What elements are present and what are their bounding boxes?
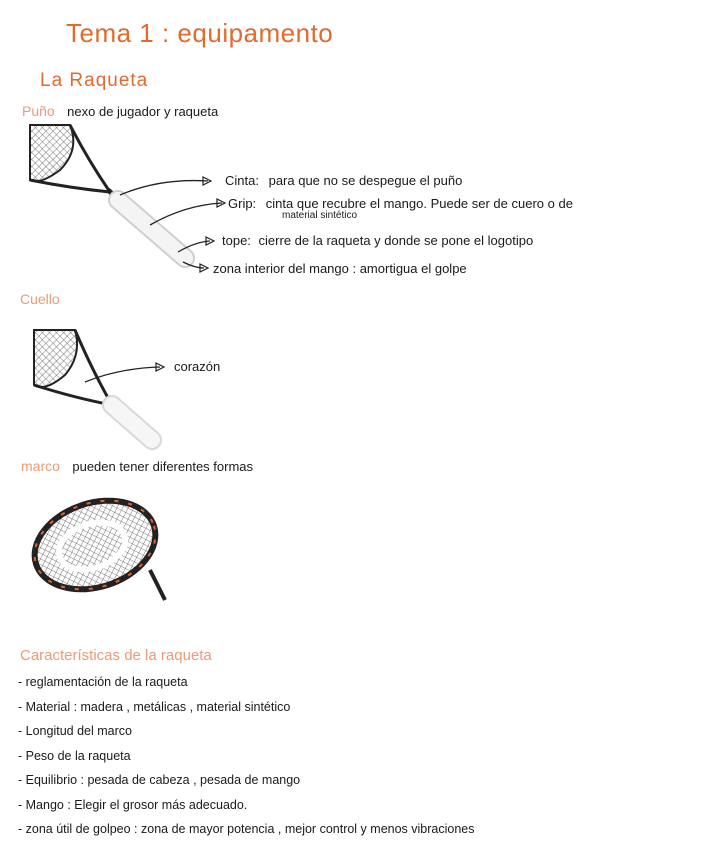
annotation-cinta	[225, 173, 462, 188]
list-item: - reglamentación de la raqueta	[18, 675, 188, 689]
grip-text: cinta que recubre el mango. Puede ser de cuero o de	[265, 196, 573, 211]
marco-description: pueden tener diferentes formas	[72, 459, 254, 474]
annotation-corazon: corazón	[174, 359, 221, 374]
list-item: - Material : madera , metálicas , material sintético	[18, 699, 291, 714]
grip-text-continued: material sintético	[282, 210, 358, 221]
tope-text: cierre de la raqueta y donde se pone el logotipo	[258, 233, 534, 248]
puno-label: Puño	[22, 103, 55, 119]
caracteristicas-title: Características de la raqueta	[20, 647, 212, 664]
section-title-raqueta: La Raqueta	[40, 70, 149, 91]
annotation-zona-interior: zona interior del mango : amortigua el golpe	[213, 261, 467, 276]
grip-label: Grip:	[228, 196, 257, 211]
puno-description: nexo de jugador y raqueta	[67, 104, 219, 119]
list-item: - Longitud del marco	[18, 724, 132, 738]
marco-line	[21, 458, 253, 476]
list-item: - zona útil de golpeo : zona de mayor potencia , mejor control y menos vibraciones	[18, 822, 475, 836]
list-item: - Peso de la raqueta	[18, 748, 131, 763]
marco-label: marco	[21, 458, 60, 474]
cinta-text: para que no se despegue el puño	[268, 173, 463, 188]
page-title: Tema 1 : equipamento	[66, 18, 334, 48]
caracteristicas-list	[18, 670, 475, 842]
list-item: - Equilibrio : pesada de cabeza , pesada de mango	[18, 773, 301, 787]
cinta-label: Cinta:	[225, 173, 259, 188]
cuello-label: Cuello	[20, 291, 60, 307]
list-item: - Mango : Elegir el grosor más adecuado.	[18, 797, 248, 812]
annotation-grip	[228, 196, 573, 211]
annotation-tope	[222, 233, 533, 248]
tope-label: tope:	[222, 233, 251, 248]
